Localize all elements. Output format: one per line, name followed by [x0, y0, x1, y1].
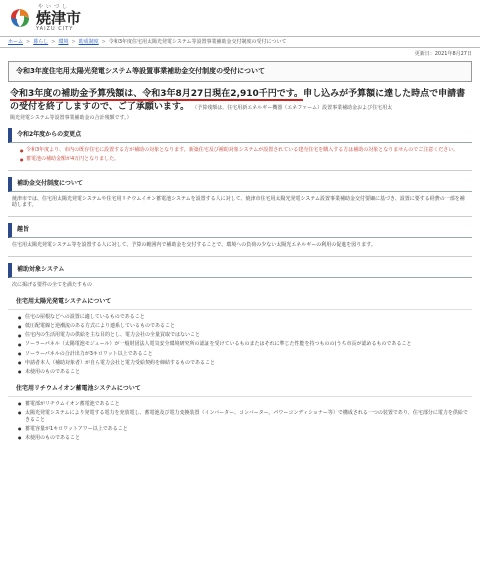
- breadcrumb-current: 令和3年度住宅用太陽光発電システム等設置事業補助金交付制度の受付について: [108, 38, 287, 45]
- list-item: ● 申請者本人（補助対象者）が自ら電力会社と電力受給契約を締結するものであること: [18, 360, 472, 367]
- list-item: ● 住宅の屋根などへの設置に適しているものであること: [18, 314, 472, 321]
- section-heading-overview: 補助金交付制度について: [8, 177, 472, 192]
- list-item: ● 低圧配電線と逆潮流のある方式により連系しているものであること: [18, 323, 472, 330]
- page-title: 令和3年度住宅用太陽光発電システム等設置事業補助金交付制度の受付について: [8, 61, 472, 82]
- list-item: ● 未使用のものであること: [18, 435, 472, 442]
- budget-notice-note-cont: 陽光発電システム等設置事業補助金の合計残額です。）: [10, 115, 132, 122]
- divider: [8, 256, 472, 257]
- breadcrumb: [0, 36, 480, 48]
- budget-notice: [8, 88, 472, 114]
- subheading-solar: 住宅用太陽光発電システムについて: [8, 295, 472, 310]
- breadcrumb-separator: >: [51, 38, 56, 45]
- purpose-text: 住宅用太陽光発電システム等を設置する人に対して、予算の範囲内で補助金を交付することで、環境への負荷の少ない太陽光エネルギーの利用の促進を図ります。: [12, 242, 376, 249]
- breadcrumb-environment[interactable]: 環境: [58, 38, 69, 45]
- subheading-battery: 住宅用リチウムイオン蓄電池システムについて: [8, 382, 472, 397]
- section-heading-systems: 補助対象システム: [8, 263, 472, 278]
- site-header: [0, 0, 480, 36]
- updated-date: 更新日：2021年8月27日: [414, 51, 472, 57]
- list-item: ● 未使用のものであること: [18, 369, 472, 376]
- logo-english: YAIZU CITY: [36, 25, 74, 32]
- list-item: ● ソーラーパネルの合計出力が3キロワット以上であること: [18, 351, 472, 358]
- site-logo[interactable]: [8, 4, 81, 33]
- list-item: ● 住宅内の生活用電力の供給を主な目的とし、電力会社の全量買取ではないこと: [18, 332, 472, 339]
- budget-notice-rest: 申し込みが予算額に達した時点で申請書の受付を終了しますので、ご了承願います。: [10, 89, 466, 113]
- breadcrumb-living[interactable]: 暮らし: [33, 38, 49, 45]
- divider: [8, 216, 472, 217]
- breadcrumb-separator: >: [101, 38, 106, 45]
- overview-text: 焼津市では、住宅用太陽光発電システムや住宅用リチウムイオン蓄電池システムを設置する人に対して、焼津市住宅用太陽光発電システム設置事業補助金交付要綱に基づき、設置に要する経費の一部を補助します。: [12, 195, 465, 209]
- battery-requirements-list: [18, 401, 472, 442]
- breadcrumb-separator: >: [26, 38, 31, 45]
- main-content: [0, 48, 480, 442]
- budget-highlight: 令和3年度の補助金予算残額は、令和3年8月27日現在2,910千円です。: [10, 89, 304, 100]
- logo-ruby: やいづし: [38, 3, 71, 10]
- solar-requirements-list: [18, 314, 472, 376]
- systems-intro: 次に掲げる要件の全てを満たすもの: [12, 282, 93, 289]
- breadcrumb-subsidy[interactable]: 助成制度: [78, 38, 99, 45]
- list-item: ● 蓄電部がリチウムイオン蓄電池であること: [18, 401, 472, 408]
- section-heading-purpose: 趣旨: [8, 223, 472, 238]
- list-item: ● ソーラーパネル（太陽電池モジュール）が一般財団法人電気安全環境研究所の認証を受けているものまたはそれに準じた性能を持つものの(うち市長が認めるものであること: [18, 341, 472, 348]
- change-item: ● 令和3年度より、市内の既存住宅に設置する方が補助の対象となります。新築住宅及び補助対象システムが設置されている建売住宅を購入する方は補助の対象となりませんのでご注意ください。: [20, 147, 472, 154]
- section-heading-changes: 令和2年度からの変更点: [8, 128, 472, 143]
- breadcrumb-home[interactable]: ホーム: [8, 38, 24, 45]
- logo-name: 焼津市: [36, 8, 82, 27]
- yaizu-city-emblem-icon: [8, 6, 32, 30]
- changes-list: [20, 147, 472, 163]
- list-item: ● 蓄電容量が1キロワットアワー以上であること: [18, 426, 472, 433]
- change-item: ● 蓄電池の補助金額が4万円となりました。: [20, 156, 472, 163]
- breadcrumb-separator: >: [71, 38, 76, 45]
- budget-notice-note: （予算残額は、住宅用新エネルギー機器（エネファーム）設置事業補助金および住宅用太: [192, 105, 393, 112]
- list-item: ● 太陽光発電システムにより発電する電力を充放電し、蓄電池及び電力変換装置（インバーター、コンバーター、パワーコンディショナー等）で構成される一つの装置であり、住宅部分に電力を供給できること: [18, 410, 472, 424]
- divider: [8, 170, 472, 171]
